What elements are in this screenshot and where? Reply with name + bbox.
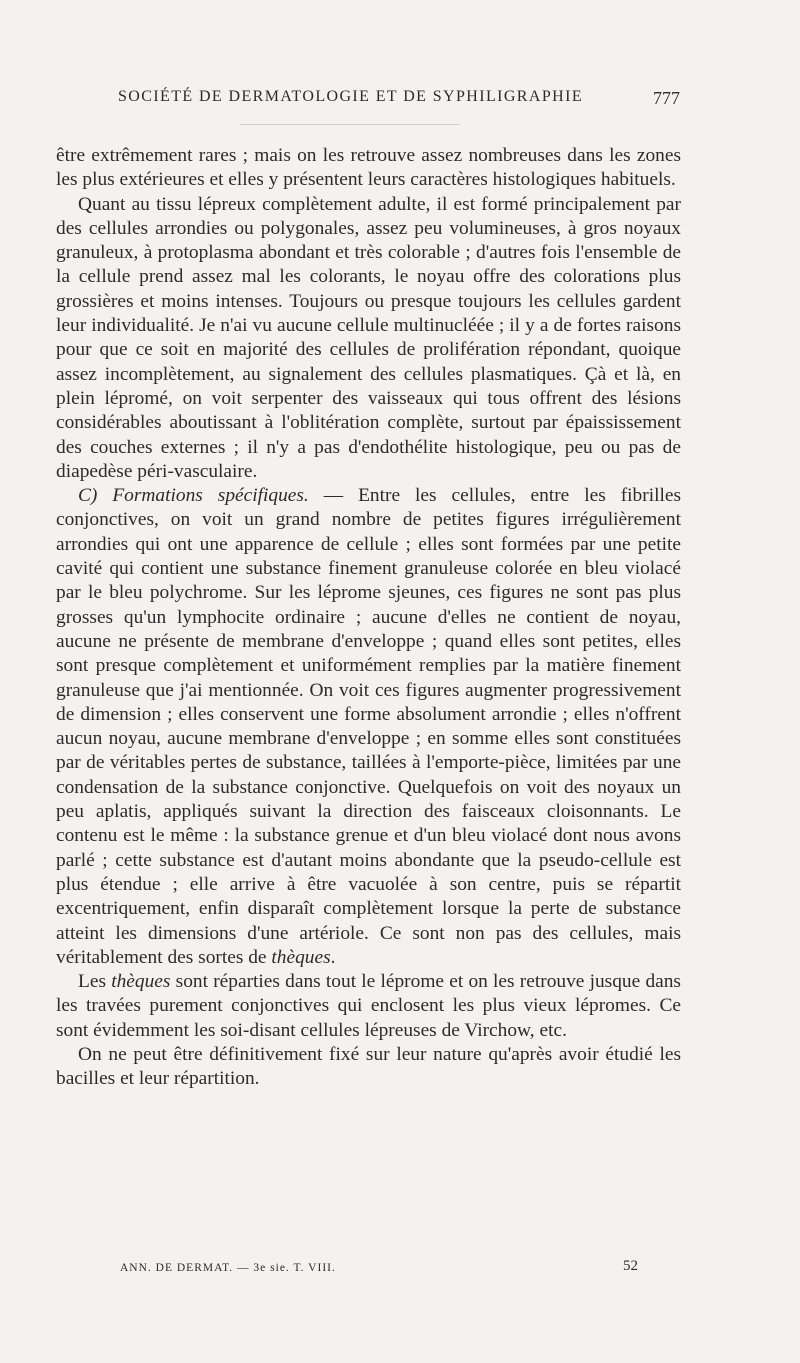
paragraph-3-end: . xyxy=(330,946,336,968)
paragraph-3-text: — Entre les cellules, entre les fibrilles conjonctives, on voit un grand nombre de petites figures irrégulièrement arrondies qui ont une apparence de cellule ; elles sont formées par une petite cavité qui contient une substance finement granuleuse colorée en bleu violacé par le bleu polychrome. Sur les léprome sjeunes, ces figures ne sont pas plus grosses qu'un lymphocite ordinaire ; aucune d'elles ne contient de noyau, aucune ne présente de membrane d'enveloppe ; quand elles sont petites, elles sont presque complètement et uniformément remplies par la matière finement granuleuse que j'ai mentionnée. On voit ces figures augmenter progressivement de dimension ; elles conservent une forme absolument arrondie ; elles n'offrent aucun noyau, aucune membrane d'enveloppe ; en somme elles sont constituées par de véritables pertes de substance, taillées à l'emporte-pièce, limitées par une condensation de la substance conjonctive. Quelquefois on voit des noyaux un peu aplatis, appliqués suivant la direction des faisceaux cloisonnants. Le contenu est le même : la substance grenue et d'un bleu violacé dont nous avons parlé ; cette substance est d'autant moins abondante que la pseudo-cellule est plus étendue ; elle arrive à être vacuolée à son centre, puis se répartit excentriquement, enfin disparaît complètement lorsque la perte de substance atteint les dimensions d'une artériole. Ce sont non pas des cellules, mais véritablement des sortes de xyxy=(56,485,682,968)
italic-term: thèques xyxy=(111,971,171,993)
italic-term: thèques xyxy=(271,946,331,968)
running-header xyxy=(118,88,680,106)
body-text xyxy=(56,144,681,1092)
page-number: 777 xyxy=(653,88,680,108)
paragraph-4 xyxy=(56,970,681,1043)
paragraph-1: être extrêmement rares ; mais on les retrouve assez nombreuses dans les zones les plus extérieures et elles y présentent leurs caractères histologiques habituels. xyxy=(56,145,681,191)
footer-citation: ANN. DE DERMAT. — 3e sie. T. VIII. xyxy=(120,1262,336,1274)
paragraph-3 xyxy=(56,484,681,970)
paragraph-4-start: Les xyxy=(78,971,112,993)
paragraph-5: On ne peut être définitivement fixé sur leur nature qu'après avoir étudié les bacilles et leur répartition. xyxy=(56,1043,681,1090)
paragraph-4-text: sont réparties dans tout le léprome et on les retrouve jusque dans les travées purement conjonctives qui enclosent les plus vieux lépromes. Ce sont évidemment les soi-disant cellules lépreuses de Virchow, etc. xyxy=(56,971,681,1041)
running-title: SOCIÉTÉ DE DERMATOLOGIE ET DE SYPHILIGRAPHIE xyxy=(118,88,583,105)
signature-mark: 52 xyxy=(623,1258,638,1274)
header-rule xyxy=(240,124,460,125)
section-heading: C) Formations spécifiques. xyxy=(78,485,309,507)
paragraph-2: Quant au tissu lépreux complètement adulte, il est formé principalement par des cellules arrondies ou polygonales, assez peu volumineuses, à gros noyaux granuleux, à protoplasma abondant et très colorable ; d'autres fois l'ensemble de la cellule prend assez mal les colorants, le noyau offre des colorations plus grossières et moins intenses. Toujours ou presque toujours les cellules gardent leur individualité. Je n'ai vu aucune cellule multinucléée ; il y a de fortes raisons pour que ce soit en majorité des cellules de prolifération répondant, quoique assez incomplètement, au signalement des cellules plasmatiques. Çà et là, en plein lépromé, on voit serpenter des vaisseaux qui tous offrent des lésions considérables aboutissant à l'oblitération complète, surtout par épaississement des couches externes ; il n'y a pas d'endothélite histologique, peu ou pas de diapedèse péri-vasculaire. xyxy=(56,193,681,482)
page-footer xyxy=(120,1258,638,1274)
